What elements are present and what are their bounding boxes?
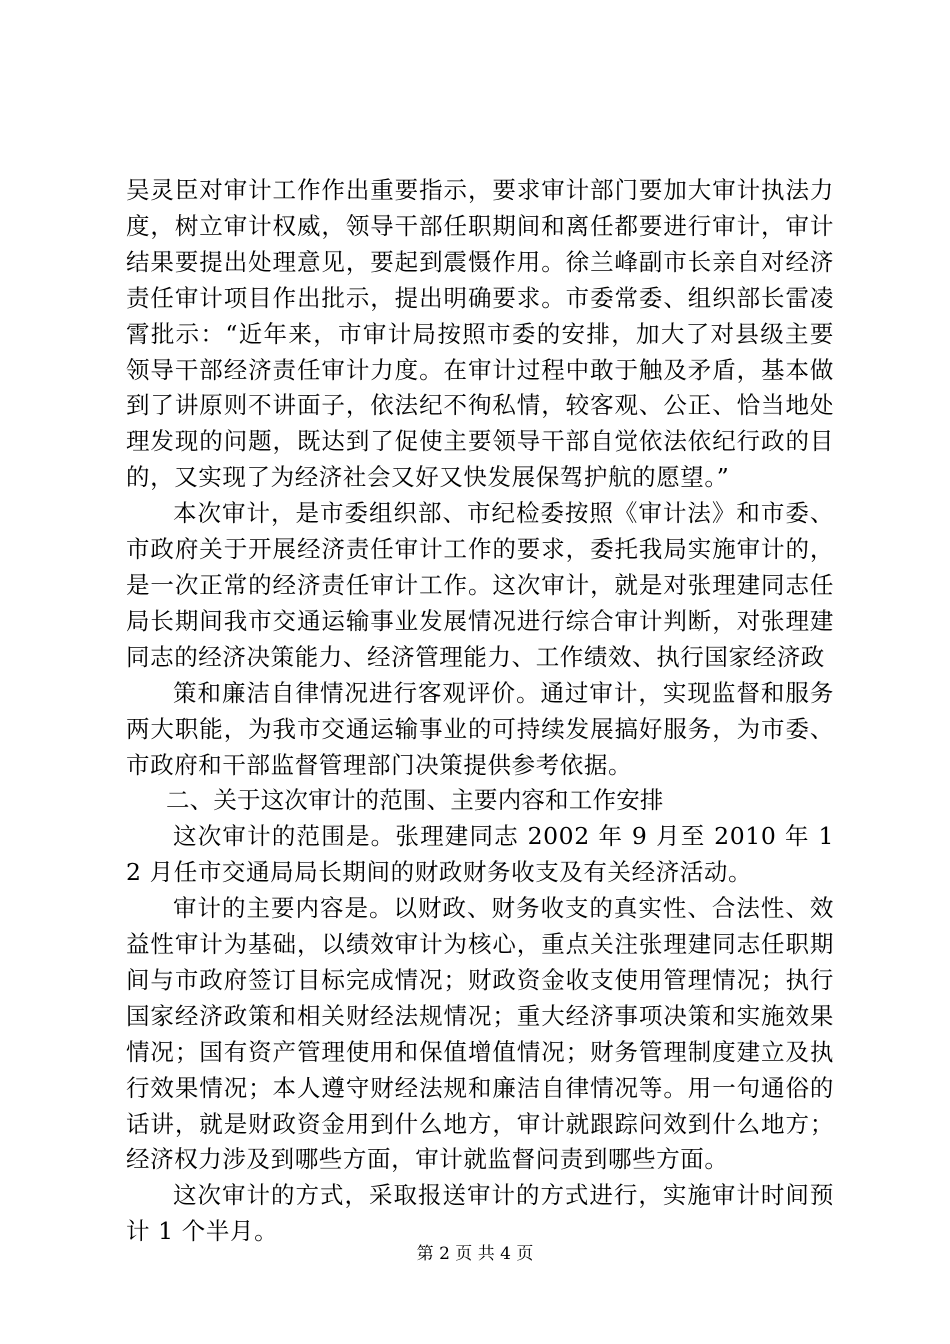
document-body: [126, 173, 834, 1250]
paragraph-6: 这次审计的方式，采取报送审计的方式进行，实施审计时间预计 1 个半月。: [126, 1181, 834, 1246]
paragraph-5: 审计的主要内容是。以财政、财务收支的真实性、合法性、效益性审计为基础，以绩效审计为核心，重点关注张理建同志任职期间与市政府签订目标完成情况；财政资金收支使用管理情况；执行国家经济政策和相关财经法规情况；重大经济事项决策和实施效果情况；国有资产管理使用和保值增值情况；财务管理制度建立及执行效果情况；本人遵守财经法规和廉洁自律情况等。用一句通俗的话讲，就是财政资金用到什么地方，审计就跟踪问效到什么地方；经济权力涉及到哪些方面，审计就监督问责到哪些方面。: [126, 894, 834, 1174]
section-heading: 二、关于这次审计的范围、主要内容和工作安排: [165, 786, 664, 815]
paragraph-2: 本次审计，是市委组织部、市纪检委按照《审计法》和市委、市政府关于开展经济责任审计工作的要求，委托我局实施审计的，是一次正常的经济责任审计工作。这次审计，就是对张理建同志任局长期间我市交通运输事业发展情况进行综合审计判断，对张理建同志的经济决策能力、经济管理能力、工作绩效、执行国家经济政: [126, 499, 834, 671]
page-number-footer: 第 2 页 共 4 页: [416, 1244, 534, 1264]
paragraph-3: 策和廉洁自律情况进行客观评价。通过审计，实现监督和服务两大职能，为我市交通运输事业的可持续发展搞好服务，为市委、市政府和干部监督管理部门决策提供参考依据。: [126, 678, 834, 779]
paragraph-1: 吴灵臣对审计工作作出重要指示，要求审计部门要加大审计执法力度，树立审计权威，领导干部任职期间和离任都要进行审计，审计结果要提出处理意见，要起到震慑作用。徐兰峰副市长亲自对经济责任审计项目作出批示，提出明确要求。市委常委、组织部长雷凌霄批示：“近年来，市审计局按照市委的安排，加大了对县级主要领导干部经济责任审计力度。在审计过程中敢于触及矛盾，基本做到了讲原则不讲面子，依法纪不徇私情，较客观、公正、恰当地处理发现的问题，既达到了促使主要领导干部自觉依法依纪行政的目的，又实现了为经济社会又好又快发展保驾护航的愿望。”: [126, 176, 834, 492]
paragraph-4: 这次审计的范围是。张理建同志 2002 年 9 月至 2010 年 12 月任市交通局局长期间的财政财务收支及有关经济活动。: [126, 822, 834, 887]
